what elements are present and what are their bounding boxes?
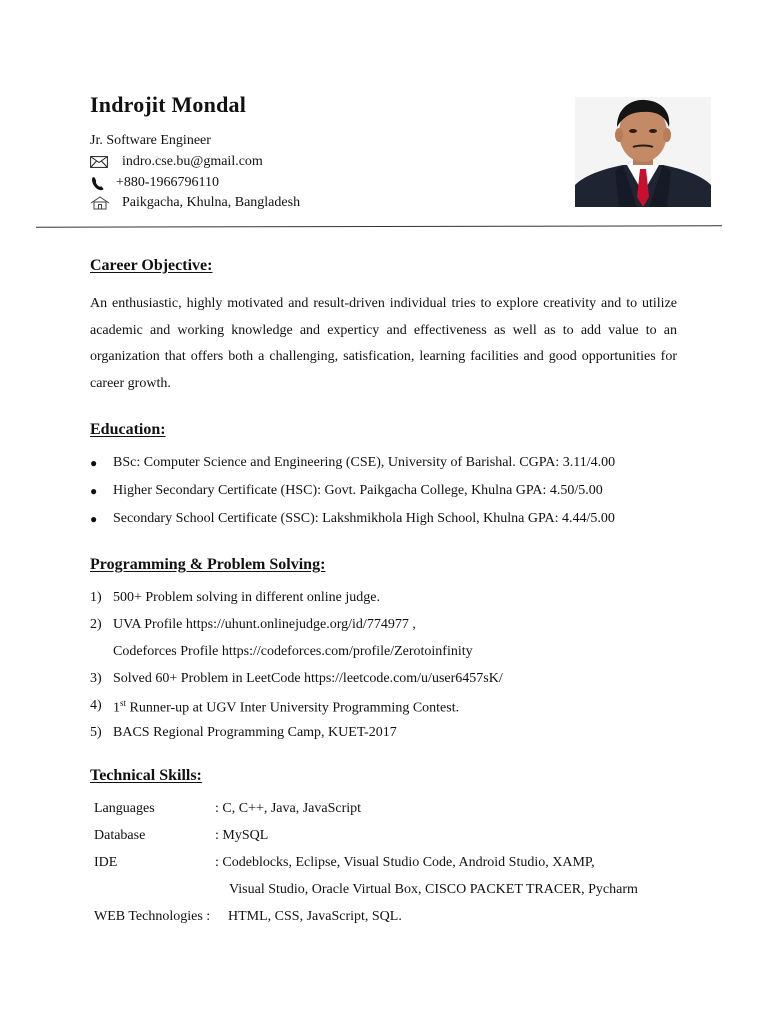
skill-row bbox=[94, 801, 638, 828]
job-title: Jr. Software Engineer bbox=[90, 133, 211, 148]
skill-value: HTML, CSS, JavaScript, SQL. bbox=[228, 909, 402, 924]
home-icon bbox=[90, 196, 112, 210]
education-heading: Education: bbox=[90, 421, 166, 438]
skill-label: IDE bbox=[94, 855, 118, 870]
ordinal-number: 1 bbox=[113, 700, 120, 716]
ordinal-suffix: st bbox=[120, 698, 127, 708]
programming-list bbox=[90, 590, 710, 752]
list-item-continuation bbox=[90, 644, 710, 671]
skill-row-continuation bbox=[94, 882, 638, 909]
list-item bbox=[90, 511, 690, 539]
bullet-icon: ● bbox=[90, 512, 98, 526]
skill-label: Database bbox=[94, 828, 146, 843]
list-item bbox=[90, 483, 690, 511]
programming-item-text: BACS Regional Programming Camp, KUET-2017 bbox=[113, 725, 397, 740]
career-objective-heading: Career Objective: bbox=[90, 257, 213, 274]
skill-value: : MySQL bbox=[215, 828, 269, 843]
list-item bbox=[90, 671, 710, 698]
technical-skills-table bbox=[94, 801, 638, 936]
phone-row bbox=[90, 175, 219, 191]
skill-value: Visual Studio, Oracle Virtual Box, CISCO PACKET TRACER, Pycharm bbox=[229, 882, 638, 897]
skill-row bbox=[94, 909, 638, 936]
education-item-text: Secondary School Certificate (SSC): Lakshmikhola High School, Khulna GPA: 4.44/5.00 bbox=[113, 511, 615, 526]
education-item-text: BSc: Computer Science and Engineering (CSE), University of Barishal. CGPA: 3.11/4.00 bbox=[113, 455, 616, 470]
education-list bbox=[90, 455, 690, 539]
contest-text: Runner-up at UGV Inter University Programming Contest. bbox=[126, 700, 460, 716]
skill-value: : C, C++, Java, JavaScript bbox=[215, 801, 362, 816]
skill-label: Languages bbox=[94, 801, 155, 816]
email-text[interactable]: indro.cse.bu@gmail.com bbox=[122, 154, 263, 169]
phone-text: +880-1966796110 bbox=[116, 175, 220, 190]
item-number: 1) bbox=[90, 590, 102, 605]
list-item bbox=[90, 590, 710, 617]
skill-value: : Codeblocks, Eclipse, Visual Studio Code, Android Studio, XAMP, bbox=[215, 855, 595, 870]
uva-profile-link[interactable]: UVA Profile https://uhunt.onlinejudge.org/id/774977 , bbox=[113, 617, 416, 632]
programming-item-text: 500+ Problem solving in different online judge. bbox=[113, 590, 380, 605]
item-number: 2) bbox=[90, 617, 102, 632]
phone-icon bbox=[90, 175, 106, 191]
list-item bbox=[90, 455, 690, 483]
list-item bbox=[90, 617, 710, 644]
profile-photo bbox=[575, 97, 711, 207]
candidate-name: Indrojit Mondal bbox=[90, 92, 247, 117]
codeforces-profile-link[interactable]: Codeforces Profile https://codeforces.com/profile/Zerotoinfinity bbox=[113, 644, 473, 659]
address-row bbox=[90, 195, 300, 211]
item-number: 5) bbox=[90, 725, 102, 740]
education-item-text: Higher Secondary Certificate (HSC): Govt. Paikgacha College, Khulna GPA: 4.50/5.00 bbox=[113, 483, 603, 498]
leetcode-profile-link[interactable]: Solved 60+ Problem in LeetCode https://leetcode.com/u/user6457sK/ bbox=[113, 671, 503, 686]
technical-skills-heading: Technical Skills: bbox=[90, 767, 202, 784]
item-number: 3) bbox=[90, 671, 102, 686]
header-divider bbox=[36, 225, 722, 227]
skill-label: WEB Technologies : bbox=[94, 909, 211, 924]
address-text: Paikgacha, Khulna, Bangladesh bbox=[122, 195, 301, 210]
bullet-icon: ● bbox=[90, 484, 98, 498]
programming-heading: Programming & Problem Solving: bbox=[90, 556, 326, 573]
bullet-icon: ● bbox=[90, 456, 98, 470]
skill-row bbox=[94, 855, 638, 882]
item-number: 4) bbox=[90, 698, 102, 713]
career-objective-text: An enthusiastic, highly motivated and result-driven individual tries to explore creativity and to utilize academic and working knowledge and experticy and effectiveness as well as to add value to an organization that offers both a challenging, satisfication, learning facilities and good opportunities for career growth. bbox=[90, 296, 677, 391]
list-item bbox=[90, 698, 710, 725]
list-item bbox=[90, 725, 710, 752]
programming-item-text bbox=[113, 698, 459, 725]
email-row bbox=[90, 154, 263, 170]
envelope-icon bbox=[90, 156, 112, 168]
skill-row bbox=[94, 828, 638, 855]
